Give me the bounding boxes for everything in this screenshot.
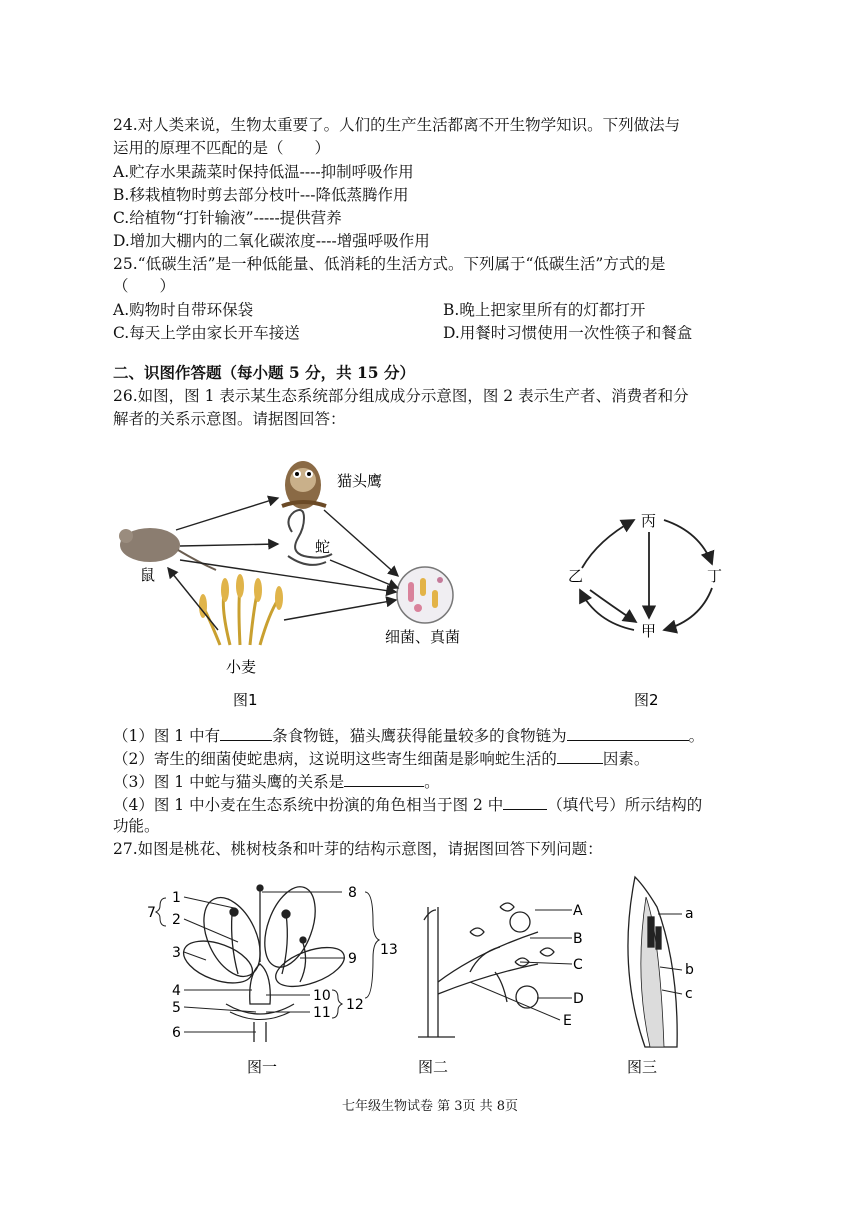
- q26-sub2-text-a: （2）寄生的细菌使蛇患病，这说明这些寄生细菌是影响蛇生活的: [113, 750, 557, 768]
- flower-label-6: 6: [172, 1025, 181, 1041]
- fig-three-caption: 图三: [627, 1058, 658, 1076]
- q26-sub2-text-b: 因素。: [602, 750, 650, 768]
- bacteria-fungi-picture: [397, 567, 453, 623]
- food-web-arrows: [168, 498, 398, 630]
- q26-sub4-text-b: （填代号）所示结构的: [547, 796, 703, 814]
- q27-stem: 27.如图是桃花、桃树枝条和叶芽的结构示意图，请据图回答下列问题：: [113, 840, 603, 858]
- q24-option-d: D.增加大棚内的二氧化碳浓度----增强呼吸作用: [113, 232, 430, 250]
- answer-blank-factor[interactable]: [557, 747, 603, 764]
- flower-label-5: 5: [172, 1000, 181, 1016]
- flower-label-4: 4: [172, 983, 181, 999]
- flower-label-12: 12: [346, 997, 364, 1013]
- answer-blank-code[interactable]: [503, 793, 547, 810]
- fig-two-caption: 图二: [418, 1058, 449, 1076]
- q26-sub1-text-b: 条食物链，猫头鹰获得能量较多的食物链为: [272, 727, 567, 745]
- q27-figures: [0, 862, 860, 1087]
- page-footer: 七年级生物试卷 第 3页 共 8页: [341, 1099, 519, 1114]
- flower-label-8: 8: [348, 885, 357, 901]
- fig2-bing: 丙: [641, 512, 657, 530]
- q26-sub1-text-c: 。: [688, 727, 705, 745]
- fig2-jia: 甲: [641, 622, 657, 640]
- q25-option-c: C.每天上学由家长开车接送: [113, 324, 300, 342]
- flower-label-1: 1: [172, 890, 181, 906]
- flower-label-7: 7: [147, 905, 156, 921]
- branch-leader-lines: [470, 910, 572, 1020]
- q26-sub2: [113, 747, 649, 769]
- bud-label-b: b: [685, 962, 694, 978]
- q26-sub1-text-a: （1）图 1 中有: [113, 727, 221, 745]
- q26-sub4-line2: 功能。: [113, 817, 160, 835]
- q25-stem-line1: 25.“低碳生活”是一种低能量、低消耗的生活方式。下列属于“低碳生活”方式的是: [113, 255, 666, 273]
- q24-stem-line1: 24.对人类来说，生物太重要了。人们的生产生活都离不开生物学知识。下列做法与: [113, 116, 681, 134]
- q26-sub1: [113, 724, 704, 746]
- q26-sub4: [113, 793, 702, 815]
- section-title: 二、识图作答题（每小题 5 分，共 15 分）: [113, 363, 415, 382]
- q26-sub3-text-a: （3）图 1 中蛇与猫头鹰的关系是: [113, 773, 345, 791]
- wheat-label: 小麦: [226, 658, 257, 676]
- wheat-picture: [199, 574, 283, 645]
- branch-label-a: A: [573, 903, 583, 919]
- fig2-ding: 丁: [707, 567, 723, 585]
- flower-label-11: 11: [313, 1005, 331, 1021]
- fig2-caption: 图2: [634, 691, 659, 709]
- bud-label-a: a: [685, 906, 694, 922]
- q26-stem-line1: 26.如图，图 1 表示某生态系统部分组成成分示意图，图 2 表示生产者、消费者和分: [113, 387, 689, 405]
- branch-label-d: D: [573, 991, 584, 1007]
- q25-stem-line2: （ ）: [113, 277, 176, 295]
- answer-blank-relation[interactable]: [344, 770, 424, 787]
- leaf-bud-diagram: [628, 877, 677, 1047]
- answer-blank-chain-count[interactable]: [220, 724, 272, 741]
- mouse-label: 鼠: [140, 566, 156, 584]
- q25-option-d: D.用餐时习惯使用一次性筷子和餐盒: [443, 324, 693, 342]
- fig2-yi: 乙: [568, 567, 584, 585]
- flower-label-9: 9: [348, 951, 357, 967]
- fig1-caption: 图1: [233, 691, 258, 709]
- q26-sub3: [113, 770, 440, 792]
- q26-stem-line2: 解者的关系示意图。请据图回答：: [113, 410, 346, 428]
- owl-picture: [282, 461, 326, 509]
- flower-label-3: 3: [172, 945, 181, 961]
- decomposer-label: 细菌、真菌: [385, 628, 461, 646]
- fig-one-caption: 图一: [247, 1058, 278, 1076]
- q24-option-b: B.移栽植物时剪去部分枝叶---降低蒸腾作用: [113, 186, 409, 204]
- answer-blank-food-chain[interactable]: [567, 724, 689, 741]
- flower-label-13: 13: [380, 942, 398, 958]
- branch-label-e: E: [563, 1013, 572, 1029]
- branch-label-c: C: [573, 957, 583, 973]
- bud-label-c: c: [685, 986, 693, 1002]
- branch-label-b: B: [573, 931, 583, 947]
- peach-branch-diagram: [418, 903, 554, 1037]
- fig2-arrows: [580, 520, 712, 630]
- snake-label: 蛇: [315, 538, 331, 556]
- q26-sub3-text-b: 。: [424, 773, 440, 791]
- flower-label-2: 2: [172, 912, 181, 928]
- q24-option-c: C.给植物“打针输液”-----提供营养: [113, 209, 342, 227]
- q26-sub4-text-a: （4）图 1 中小麦在生态系统中扮演的角色相当于图 2 中: [113, 796, 504, 814]
- q25-option-b: B.晚上把家里所有的灯都打开: [443, 301, 646, 319]
- q24-option-a: A.贮存水果蔬菜时保持低温----抑制呼吸作用: [113, 163, 414, 181]
- owl-label: 猫头鹰: [337, 472, 383, 490]
- q24-stem-line2: 运用的原理不匹配的是（ ）: [113, 139, 331, 157]
- q26-figures: [0, 440, 860, 720]
- q25-option-a: A.购物时自带环保袋: [113, 301, 254, 319]
- flower-label-10: 10: [313, 988, 331, 1004]
